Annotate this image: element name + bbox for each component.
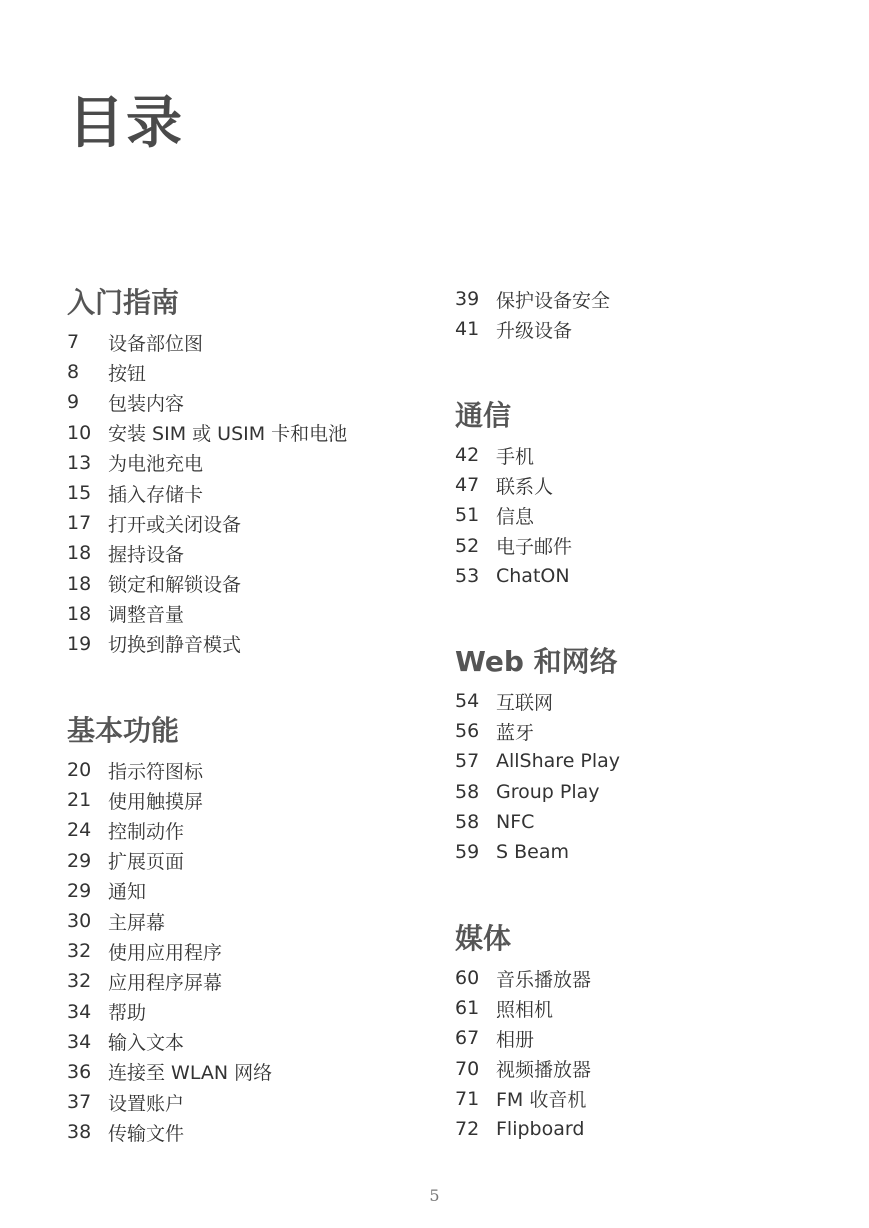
page-number: 9 <box>67 391 80 414</box>
section-title: 入门指南 <box>67 286 180 319</box>
toc-entry[interactable] <box>455 1114 835 1144</box>
page-number: 61 <box>455 997 480 1020</box>
toc-entry[interactable] <box>455 531 835 561</box>
page-number: 58 <box>455 780 480 803</box>
entry-label: 使用触摸屏 <box>108 790 204 813</box>
toc-entry[interactable] <box>455 284 835 314</box>
toc-entry[interactable] <box>67 785 447 815</box>
page-number: 34 <box>67 1000 92 1023</box>
entry-label: 帮助 <box>108 1002 147 1025</box>
entry-label: ChatON <box>496 564 570 587</box>
entry-label: 包装内容 <box>108 392 185 415</box>
page-number: 18 <box>67 542 92 565</box>
toc-entry[interactable] <box>455 686 835 716</box>
page-number: 29 <box>67 879 92 902</box>
section-title: Web 和网络 <box>455 645 618 678</box>
page-number: 59 <box>455 841 480 864</box>
toc-entry[interactable] <box>67 1087 447 1117</box>
entry-label: 蓝牙 <box>496 721 535 744</box>
entry-label: 保护设备安全 <box>496 289 611 312</box>
toc-section-communication <box>455 398 835 591</box>
entry-label: 通知 <box>108 881 147 904</box>
page-number: 47 <box>455 474 480 497</box>
entry-label: 音乐播放器 <box>496 968 592 991</box>
page-number: 19 <box>67 632 92 655</box>
toc-entry[interactable] <box>67 1057 447 1087</box>
page-number: 60 <box>455 967 480 990</box>
page-number: 39 <box>455 288 480 311</box>
page-number: 37 <box>67 1091 92 1114</box>
toc-section-basic-functions <box>67 713 447 1147</box>
page-number: 21 <box>67 789 92 812</box>
toc-entry[interactable] <box>67 966 447 996</box>
entry-label: 输入文本 <box>108 1032 185 1055</box>
toc-entry[interactable] <box>455 837 835 867</box>
entry-label: 为电池充电 <box>108 453 204 476</box>
entry-label: 升级设备 <box>496 319 573 342</box>
toc-entry[interactable] <box>67 936 447 966</box>
toc-section-getting-started <box>67 285 447 659</box>
entry-label: Group Play <box>496 780 600 803</box>
page-number: 38 <box>67 1121 92 1144</box>
entry-label: NFC <box>496 810 535 833</box>
entry-label: 扩展页面 <box>108 851 185 874</box>
page-number: 57 <box>455 750 480 773</box>
entry-label: 手机 <box>496 445 535 468</box>
page-number: 71 <box>455 1087 480 1110</box>
toc-entry[interactable] <box>67 1117 447 1147</box>
entry-label: 使用应用程序 <box>108 941 223 964</box>
toc-entry[interactable] <box>455 777 835 807</box>
page-number: 42 <box>455 444 480 467</box>
entry-label: AllShare Play <box>496 750 621 773</box>
toc-entry[interactable] <box>67 508 447 538</box>
toc-entry[interactable] <box>67 997 447 1027</box>
entry-label: 调整音量 <box>108 604 185 627</box>
entry-label: 照相机 <box>496 998 554 1021</box>
page-number: 51 <box>455 504 480 527</box>
entry-label: 安装 SIM 或 USIM 卡和电池 <box>108 423 348 446</box>
toc-entry[interactable] <box>455 716 835 746</box>
toc-entry[interactable] <box>67 387 447 417</box>
page-number: 54 <box>455 690 480 713</box>
page-number: 20 <box>67 759 92 782</box>
toc-entry[interactable] <box>67 906 447 936</box>
page-number: 15 <box>67 482 92 505</box>
entry-label: 握持设备 <box>108 543 185 566</box>
page-number: 41 <box>455 318 480 341</box>
toc-entry[interactable] <box>67 876 447 906</box>
entry-label: FM 收音机 <box>496 1089 587 1112</box>
page-number: 17 <box>67 512 92 535</box>
entry-label: 控制动作 <box>108 820 185 843</box>
toc-entry[interactable] <box>455 561 835 591</box>
page-number: 13 <box>67 451 92 474</box>
entry-label: 视频播放器 <box>496 1059 592 1082</box>
entry-label: 互联网 <box>496 691 554 714</box>
toc-entry[interactable] <box>67 357 447 387</box>
toc-entry[interactable] <box>67 448 447 478</box>
entry-label: 切换到静音模式 <box>108 634 242 657</box>
entry-label: S Beam <box>496 841 569 864</box>
toc-entry[interactable] <box>455 807 835 837</box>
entry-label: 应用程序屏幕 <box>108 971 223 994</box>
toc-entry[interactable] <box>455 500 835 530</box>
page-number: 34 <box>67 1030 92 1053</box>
entry-label: Flipboard <box>496 1118 585 1141</box>
toc-entry[interactable] <box>67 629 447 659</box>
toc-section-media <box>455 921 835 1144</box>
page-number: 24 <box>67 819 92 842</box>
toc-entry[interactable] <box>455 440 835 470</box>
toc-section-web-network <box>455 644 835 867</box>
toc-entry[interactable] <box>67 815 447 845</box>
entry-label: 电子邮件 <box>496 536 573 559</box>
entry-label: 打开或关闭设备 <box>108 513 242 536</box>
toc-entry[interactable] <box>455 963 835 993</box>
page-number: 10 <box>67 421 92 444</box>
toc-entry[interactable] <box>67 1027 447 1057</box>
entry-label: 插入存储卡 <box>108 483 204 506</box>
page-number: 67 <box>455 1027 480 1050</box>
toc-entry[interactable] <box>67 478 447 508</box>
entry-label: 指示符图标 <box>108 760 204 783</box>
page-number: 8 <box>67 361 80 384</box>
page-number: 56 <box>455 720 480 743</box>
page-number: 52 <box>455 534 480 557</box>
entry-label: 按钮 <box>108 362 147 385</box>
toc-entry[interactable] <box>67 755 447 785</box>
page-number: 32 <box>67 940 92 963</box>
page-number: 72 <box>455 1118 480 1141</box>
page-number: 18 <box>67 572 92 595</box>
page-number: 29 <box>67 849 92 872</box>
toc-entry[interactable] <box>455 746 835 776</box>
toc-entry[interactable] <box>67 418 447 448</box>
entry-label: 设备部位图 <box>108 332 204 355</box>
page-number: 30 <box>67 910 92 933</box>
page-number: 70 <box>455 1057 480 1080</box>
toc-section-continued <box>455 284 835 344</box>
toc-entry[interactable] <box>67 599 447 629</box>
toc-entry[interactable] <box>67 327 447 357</box>
entry-label: 联系人 <box>496 475 554 498</box>
page-number: 7 <box>67 331 80 354</box>
toc-entry[interactable] <box>455 1054 835 1084</box>
entry-label: 传输文件 <box>108 1122 185 1145</box>
toc-entry[interactable] <box>67 569 447 599</box>
entry-label: 设置账户 <box>108 1092 185 1115</box>
page-number: 53 <box>455 564 480 587</box>
entry-label: 主屏幕 <box>108 911 166 934</box>
page-number: 58 <box>455 810 480 833</box>
toc-entry[interactable] <box>455 1084 835 1114</box>
toc-entry[interactable] <box>455 470 835 500</box>
entry-label: 信息 <box>496 505 535 528</box>
toc-entry[interactable] <box>67 538 447 568</box>
page-title: 目录 <box>68 91 184 156</box>
toc-entry[interactable] <box>67 846 447 876</box>
section-title: 基本功能 <box>67 714 180 747</box>
entry-label: 连接至 WLAN 网络 <box>108 1062 273 1085</box>
page-number: 18 <box>67 602 92 625</box>
toc-entry[interactable] <box>455 1023 835 1053</box>
page-number-footer: 5 <box>429 1186 440 1205</box>
section-title: 通信 <box>455 399 512 432</box>
entry-label: 相册 <box>496 1028 535 1051</box>
toc-entry[interactable] <box>455 314 835 344</box>
section-title: 媒体 <box>455 922 512 955</box>
toc-entry[interactable] <box>455 993 835 1023</box>
page-number: 36 <box>67 1060 92 1083</box>
page-number: 32 <box>67 970 92 993</box>
entry-label: 锁定和解锁设备 <box>108 574 242 597</box>
